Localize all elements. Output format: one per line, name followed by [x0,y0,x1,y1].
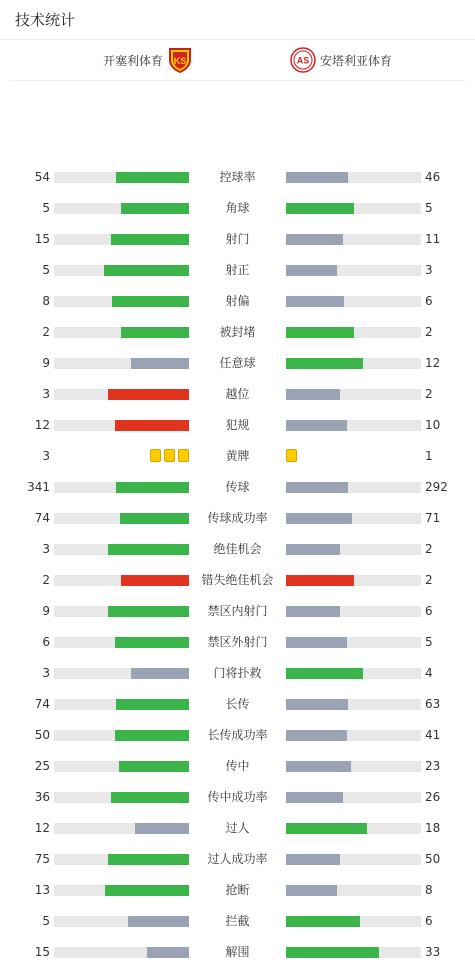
away-stat-bar-track [286,544,421,555]
stat-row [0,162,475,193]
away-stat-bar [286,358,363,369]
home-stat-bar-track [54,823,189,834]
home-stat-bar [116,699,189,710]
home-stat-value: 341 [27,480,50,494]
home-stat-bar-track [54,792,189,803]
away-stat-value: 26 [425,790,441,804]
away-stat-value: 1 [425,449,433,463]
stat-row [0,658,475,689]
stat-label: 长传 [225,697,250,711]
away-stat-bar-track [286,513,421,524]
away-stat-value: 6 [425,604,433,618]
home-stat-bar-track [54,575,189,586]
home-stat-bar [116,482,189,493]
home-logo-text: KS [173,56,187,66]
stat-row [0,937,475,968]
home-stat-value: 75 [34,852,50,866]
home-stat-bar-track [54,296,189,307]
away-stat-value: 2 [425,573,433,587]
stat-label: 传球 [225,480,250,494]
away-stat-bar [286,699,348,710]
away-stat-bar [286,265,337,276]
away-stat-bar-track [286,823,421,834]
yellow-card-icon [164,449,175,462]
away-stat-value: 2 [425,542,433,556]
stat-row [0,875,475,906]
away-stat-value: 292 [425,480,448,494]
away-stat-bar [286,389,340,400]
stat-row [0,503,475,534]
away-stat-bar-track [286,916,421,927]
away-stat-bar-track [286,885,421,896]
stat-row [0,813,475,844]
home-stat-bar [115,730,189,741]
home-stat-bar [121,327,189,338]
away-stat-bar [286,947,379,958]
home-stat-bar [115,637,189,648]
away-stat-value: 11 [425,232,441,246]
home-stat-bar-track [54,544,189,555]
home-stat-bar-track [54,327,189,338]
away-stat-bar [286,823,367,834]
home-stat-value: 5 [42,263,50,277]
stat-row [0,286,475,317]
stat-label: 抢断 [225,883,250,897]
away-logo-text: AS [296,55,310,66]
away-stat-value: 2 [425,387,433,401]
stat-row [0,193,475,224]
stat-label: 解围 [225,945,250,959]
away-stat-bar [286,761,351,772]
home-stat-bar-track [54,513,189,524]
home-stat-bar-track [54,854,189,865]
section-title: 技术统计 [15,11,76,29]
away-stat-value: 6 [425,914,433,928]
away-stat-value: 33 [425,945,441,959]
home-stat-bar [108,854,189,865]
away-stat-bar [286,885,337,896]
stat-row [0,689,475,720]
home-stat-bar [147,947,189,958]
home-stat-value: 2 [42,573,50,587]
away-yellow-cards [286,449,297,463]
home-stat-bar [105,885,189,896]
away-stat-value: 5 [425,635,433,649]
away-stat-bar-track [286,668,421,679]
home-stat-bar [121,575,189,586]
away-stat-bar-track [286,792,421,803]
stat-label: 传中成功率 [207,790,268,804]
yellow-card-icon [178,449,189,462]
away-stat-value: 23 [425,759,441,773]
home-team-name: 开塞利体育 [102,53,163,68]
away-stat-bar-track [286,761,421,772]
stat-label: 射正 [225,263,250,277]
antalyaspor-crest-icon [290,47,316,73]
away-stat-bar-track [286,730,421,741]
stat-row [0,751,475,782]
home-stat-value: 3 [42,449,50,463]
away-stat-value: 18 [425,821,441,835]
home-stat-bar [108,389,189,400]
stat-row [0,224,475,255]
away-stat-bar [286,327,354,338]
home-stat-bar-track [54,172,189,183]
stat-label: 传球成功率 [207,511,268,525]
away-stat-bar [286,172,348,183]
away-stat-bar-track [286,699,421,710]
away-stat-bar-track [286,327,421,338]
home-stat-value: 3 [42,387,50,401]
home-stat-bar-track [54,668,189,679]
home-stat-bar-track [54,730,189,741]
stat-label: 传中 [225,759,250,773]
home-stat-bar-track [54,389,189,400]
kayserispor-shield-icon [167,47,193,73]
home-stat-bar [111,234,189,245]
home-stat-bar [111,792,189,803]
stat-row [0,720,475,751]
away-stat-bar [286,234,343,245]
stat-label: 绝佳机会 [213,542,262,556]
home-stat-value: 12 [34,418,50,432]
stat-row [0,534,475,565]
away-stat-bar [286,544,340,555]
home-stat-value: 6 [42,635,50,649]
home-stat-bar-track [54,761,189,772]
stat-label: 门将扑救 [213,666,262,680]
home-stat-value: 2 [42,325,50,339]
away-stat-bar [286,575,354,586]
away-stat-bar [286,296,344,307]
home-stat-value: 3 [42,542,50,556]
home-stat-bar [104,265,189,276]
stat-label: 控球率 [219,170,256,184]
home-team[interactable] [103,40,193,80]
home-stat-value: 54 [34,170,50,184]
away-stat-value: 71 [425,511,441,525]
away-stat-bar [286,420,347,431]
home-stat-value: 5 [42,201,50,215]
stat-label: 禁区内射门 [207,604,268,618]
stat-row [0,782,475,813]
stat-label: 拦截 [225,914,250,928]
stat-label: 禁区外射门 [207,635,268,649]
away-stat-bar-track [286,358,421,369]
away-stat-bar [286,637,347,648]
home-stat-value: 9 [42,356,50,370]
away-stat-value: 10 [425,418,441,432]
away-team[interactable] [290,40,392,80]
away-stat-value: 46 [425,170,441,184]
away-stat-bar [286,792,343,803]
stat-row [0,565,475,596]
stat-row [0,596,475,627]
stat-label: 越位 [225,387,250,401]
stat-label: 长传成功率 [207,728,268,742]
stat-label: 错失绝佳机会 [201,573,274,587]
away-stat-bar-track [286,854,421,865]
home-stat-value: 12 [34,821,50,835]
home-stat-value: 13 [34,883,50,897]
home-stat-bar [108,606,189,617]
stat-label: 犯规 [225,418,250,432]
away-stat-value: 41 [425,728,441,742]
home-stat-bar-track [54,203,189,214]
away-stat-bar-track [286,234,421,245]
stat-row [0,906,475,937]
home-stat-value: 5 [42,914,50,928]
away-team-name: 安塔利亚体育 [320,53,393,68]
home-stat-bar [120,513,189,524]
stat-row [0,844,475,875]
away-stat-bar-track [286,482,421,493]
home-stat-bar-track [54,358,189,369]
home-stat-bar-track [54,482,189,493]
away-stat-bar-track [286,389,421,400]
home-stat-value: 15 [34,945,50,959]
away-stat-value: 50 [425,852,441,866]
away-stat-bar [286,668,363,679]
home-stat-value: 50 [34,728,50,742]
away-stat-bar [286,730,347,741]
away-stat-value: 8 [425,883,433,897]
home-stat-bar [135,823,189,834]
away-stat-bar-track [286,575,421,586]
away-stat-bar [286,203,354,214]
stat-label: 射偏 [225,294,250,308]
home-stat-value: 8 [42,294,50,308]
away-stat-value: 63 [425,697,441,711]
home-stat-bar-track [54,420,189,431]
away-stat-value: 6 [425,294,433,308]
home-stat-bar-track [54,265,189,276]
away-stat-bar-track [286,606,421,617]
stat-row [0,317,475,348]
teams-row [10,40,465,81]
home-yellow-cards [150,449,189,463]
away-stat-value: 2 [425,325,433,339]
home-stat-bar [131,668,189,679]
stat-row [0,410,475,441]
away-stat-bar-track [286,265,421,276]
away-stat-bar-track [286,203,421,214]
stat-row [0,379,475,410]
home-stat-value: 74 [34,511,50,525]
stat-label: 角球 [225,201,250,215]
home-stat-bar [131,358,189,369]
away-stat-value: 3 [425,263,433,277]
away-stat-bar-track [286,947,421,958]
stat-label: 黄牌 [225,449,250,463]
away-stat-value: 4 [425,666,433,680]
home-stat-bar [121,203,189,214]
away-stat-value: 5 [425,201,433,215]
away-stat-bar [286,482,348,493]
stat-label: 过人成功率 [207,852,268,866]
home-stat-bar [119,761,189,772]
away-stat-bar-track [286,296,421,307]
home-stat-bar [108,544,189,555]
stat-label: 过人 [225,821,250,835]
home-stat-value: 15 [34,232,50,246]
stat-row [0,627,475,658]
home-stat-bar-track [54,885,189,896]
home-stat-bar-track [54,699,189,710]
away-stat-bar-track [286,420,421,431]
home-stat-value: 9 [42,604,50,618]
home-stat-bar-track [54,606,189,617]
away-stat-bar [286,916,360,927]
home-stat-value: 3 [42,666,50,680]
away-stat-value: 12 [425,356,441,370]
stat-row [0,255,475,286]
home-stat-value: 36 [34,790,50,804]
away-stat-bar [286,854,340,865]
home-stat-value: 74 [34,697,50,711]
away-stat-bar [286,513,352,524]
home-stat-bar [115,420,189,431]
stat-label: 任意球 [219,356,256,370]
away-stat-bar-track [286,637,421,648]
yellow-card-icon [286,449,297,462]
away-stat-bar-track [286,172,421,183]
home-stat-bar-track [54,234,189,245]
home-stat-bar [116,172,189,183]
stat-label: 被封堵 [219,325,256,339]
home-stat-bar-track [54,916,189,927]
home-stat-bar-track [54,637,189,648]
stat-row [0,348,475,379]
stat-row [0,472,475,503]
section-header [0,0,475,40]
stat-row [0,441,475,472]
home-stat-bar [128,916,189,927]
away-stat-bar [286,606,340,617]
home-stat-bar [112,296,189,307]
home-stat-value: 25 [34,759,50,773]
stat-label: 射门 [225,232,250,246]
yellow-card-icon [150,449,161,462]
home-stat-bar-track [54,947,189,958]
